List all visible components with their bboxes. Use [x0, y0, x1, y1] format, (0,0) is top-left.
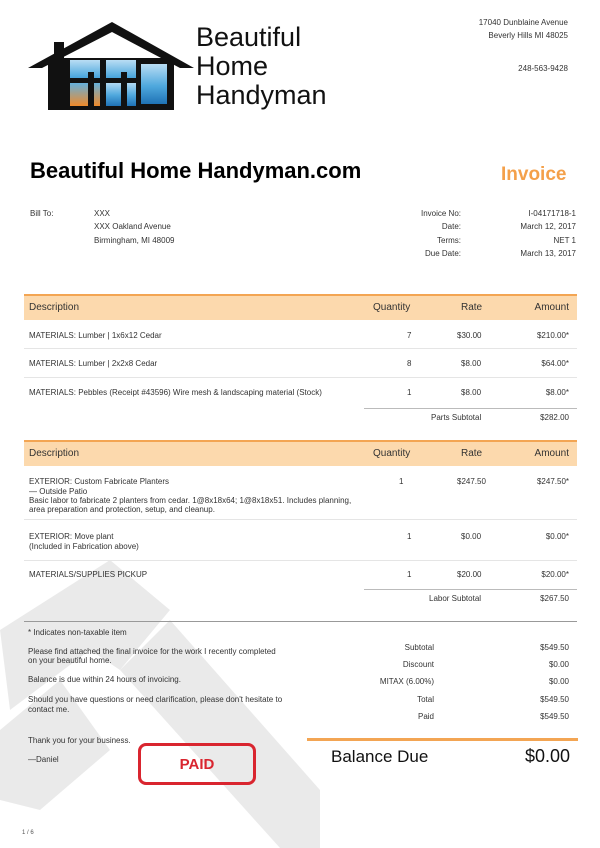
row-rate: $20.00 [457, 570, 482, 579]
note-paragraph-line: contact me. [28, 705, 70, 714]
bill-to-label: Bill To: [30, 209, 54, 218]
header-amount: Amount [534, 302, 569, 313]
bill-to-name: XXX [94, 209, 111, 218]
table-row [24, 349, 577, 378]
row-amount: $20.00* [541, 570, 569, 579]
header-description: Description [29, 448, 80, 459]
row-quantity: 1 [407, 388, 412, 397]
labor-table-header [24, 440, 577, 466]
balance-due-label: Balance Due [331, 747, 429, 766]
row-quantity: 1 [407, 532, 412, 541]
date-label: Date: [441, 222, 461, 231]
header-rate: Rate [461, 448, 483, 459]
non-taxable-note: * Indicates non-taxable item [28, 628, 127, 637]
row-amount: $210.00* [536, 331, 569, 340]
invoice-no-label: Invoice No: [420, 209, 461, 218]
table-row [24, 378, 577, 408]
total-value: $549.50 [540, 695, 569, 704]
note-paragraph-line: Please find attached the final invoice for the work I recently completed [28, 647, 276, 656]
row-description-line: (Included in Fabrication above) [29, 542, 139, 551]
logo-text-line2: Home [196, 51, 269, 81]
row-description: MATERIALS: Pebbles (Receipt #43596) Wire mesh & landscaping material (Stock) [29, 388, 322, 397]
terms-label: Terms: [437, 236, 461, 245]
logo-text-line3: Handyman [196, 80, 327, 110]
note-paragraph-line: Should you have questions or need clarification, please don't hesitate to [28, 695, 283, 704]
due-date-value: March 13, 2017 [520, 249, 576, 258]
note-paragraph: Balance is due within 24 hours of invoicing. [28, 675, 181, 684]
subtotal-value: $549.50 [540, 643, 569, 652]
header-rate: Rate [461, 302, 483, 313]
row-amount: $64.00* [541, 359, 569, 368]
row-rate: $8.00 [461, 359, 482, 368]
divider [364, 589, 577, 590]
subtotal-label: Subtotal [404, 643, 434, 652]
row-amount: $8.00* [545, 388, 569, 397]
house-logo-icon [28, 20, 194, 112]
row-description: MATERIALS: Lumber | 1x6x12 Cedar [29, 331, 162, 340]
row-amount: $247.50* [536, 477, 569, 486]
signature: —Daniel [28, 755, 59, 764]
row-rate: $0.00 [461, 532, 482, 541]
header-amount: Amount [534, 448, 569, 459]
table-row [24, 520, 577, 561]
discount-label: Discount [402, 660, 434, 669]
header-quantity: Quantity [373, 448, 411, 459]
row-description-line: MATERIALS/SUPPLIES PICKUP [29, 570, 148, 579]
row-rate: $8.00 [461, 388, 482, 397]
company-street: 17040 Dunblaine Avenue [478, 18, 568, 27]
row-quantity: 7 [407, 331, 412, 340]
hammer-watermark-icon [0, 560, 320, 848]
balance-due-value: $0.00 [524, 746, 570, 766]
due-date-label: Due Date: [424, 249, 461, 258]
row-description-line: Basic labor to fabricate 2 planters from cedar. 1@8x18x64; 1@8x18x51. Includes planning, [29, 496, 352, 505]
tax-label: MITAX (6.00%) [379, 677, 434, 686]
paid-stamp [138, 743, 256, 785]
row-rate: $247.50 [457, 477, 486, 486]
header-quantity: Quantity [373, 302, 411, 313]
table-row [24, 561, 577, 589]
header-description: Description [29, 302, 80, 313]
balance-divider [307, 738, 578, 741]
row-description-line: — Outside Patio [29, 487, 88, 496]
divider [24, 621, 577, 622]
terms-value: NET 1 [553, 236, 576, 245]
labor-subtotal-label: Labor Subtotal [429, 594, 482, 603]
parts-subtotal-label: Parts Subtotal [431, 413, 482, 422]
parts-subtotal-value: $282.00 [540, 413, 569, 422]
row-amount: $0.00* [545, 532, 569, 541]
row-description-line: area preparation and protection, setup, and cleanup. [29, 505, 215, 514]
company-title: Beautiful Home Handyman.com [30, 158, 362, 183]
row-description-line: EXTERIOR: Custom Fabricate Planters [29, 477, 170, 486]
page-number: 1 / 6 [22, 830, 34, 836]
company-logo [28, 20, 358, 115]
labor-subtotal-value: $267.50 [540, 594, 569, 603]
parts-table-header [24, 294, 577, 320]
paid-stamp-text: PAID [179, 756, 215, 773]
invoice-no-value: I-04171718-1 [528, 209, 576, 218]
discount-value: $0.00 [548, 660, 569, 669]
row-description: MATERIALS: Lumber | 2x2x8 Cedar [29, 359, 158, 368]
company-phone: 248-563-9428 [518, 64, 568, 73]
company-city: Beverly Hills MI 48025 [488, 31, 568, 40]
divider [364, 408, 577, 409]
thanks-note: Thank you for your business. [28, 736, 131, 745]
paid-label: Paid [417, 712, 434, 721]
bill-to-city: Birmingham, MI 48009 [94, 236, 175, 245]
row-quantity: 1 [407, 570, 412, 579]
table-row [24, 466, 577, 520]
paid-value: $549.50 [540, 712, 569, 721]
invoice-label: Invoice [501, 164, 567, 185]
note-paragraph-line: on your beautiful home. [28, 656, 112, 665]
row-quantity: 8 [407, 359, 412, 368]
date-value: March 12, 2017 [520, 222, 576, 231]
row-quantity: 1 [399, 477, 404, 486]
bill-to-street: XXX Oakland Avenue [94, 222, 171, 231]
row-description-line: EXTERIOR: Move plant [29, 532, 114, 541]
table-row [24, 320, 577, 349]
row-rate: $30.00 [457, 331, 482, 340]
total-label: Total [417, 695, 434, 704]
tax-value: $0.00 [548, 677, 569, 686]
logo-text-line1: Beautiful [196, 22, 302, 52]
